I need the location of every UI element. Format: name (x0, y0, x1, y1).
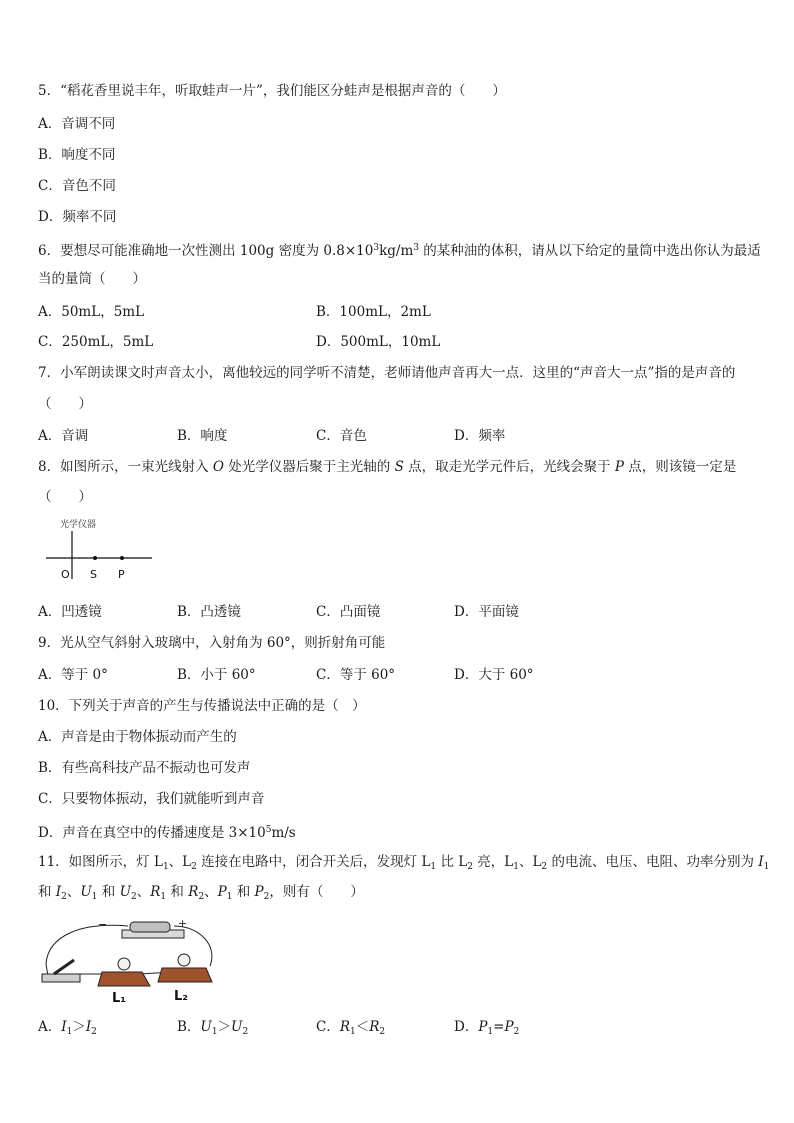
q6-option-a: A．50mL，5mL (38, 304, 145, 320)
q11-lamp-l2-bulb (178, 954, 190, 966)
q11-lamp-l1-bulb (118, 958, 130, 970)
q5-option-a: A．音调不同 (38, 116, 116, 132)
q7-option-c: C．音色 (316, 428, 367, 444)
q5-option-d: D．频率不同 (38, 209, 117, 225)
q11-option-b: B．$U_1>U_2$ (177, 1019, 249, 1037)
q5-stem: 5．“稻花香里说丰年，听取蛙声一片”，我们能区分蛙声是根据声音的（ ） (38, 83, 506, 99)
q7-option-b: B．响度 (177, 428, 228, 444)
q8-optics-diagram (44, 515, 156, 583)
q8-label-p: P (118, 568, 125, 581)
q11-circuit-diagram (40, 916, 220, 1006)
q8-option-c: C．凸面镜 (316, 604, 381, 620)
q7-option-a: A．音调 (38, 428, 89, 444)
q7-stem-line2: （ ） (38, 396, 92, 412)
q8-option-d: D．平面镜 (454, 604, 519, 620)
q6-option-c: C．250mL，5mL (38, 334, 154, 350)
q10-option-b: B．有些高科技产品不振动也可发声 (38, 760, 251, 776)
q7-option-d: D．频率 (454, 428, 506, 444)
q9-stem: 9．光从空气斜射入玻璃中，入射角为 60°，则折射角可能 (38, 635, 386, 651)
q10-option-d: D．声音在真空中的传播速度是 $3\times 10^5m/s$ (38, 825, 296, 841)
q9-option-d: D．大于 60° (454, 667, 534, 683)
q6-stem-line2: 当的量筒（ ） (38, 271, 146, 287)
q6-option-b: B．100mL，2mL (316, 304, 431, 320)
q8-point-p (120, 556, 124, 560)
q11-lamp-l2-board (158, 968, 212, 982)
q11-battery-plus: + (178, 917, 188, 930)
q11-stem: 11．如图所示，灯 $L_1$、$L_2$ 连接在电路中，闭合开关后，发现灯 $L_1$ 比 $L_2$ 亮，$L_1$、$L_2$ 的电流、电压、电阻、功率分别为 $I_1$ (38, 854, 770, 872)
q8-stem-line2: （ ） (38, 489, 92, 505)
q10-option-a: A．声音是由于物体振动而产生的 (38, 729, 237, 745)
q9-option-a: A．等于 0° (38, 667, 108, 683)
q9-option-b: B．小于 60° (177, 667, 256, 683)
q10-option-c: C．只要物体振动，我们就能听到声音 (38, 791, 265, 807)
q8-point-s (93, 556, 97, 560)
q5-option-c: C．音色不同 (38, 178, 116, 194)
q6-option-d: D．500mL，10mL (316, 334, 441, 350)
q11-label-l1: L₁ (112, 991, 126, 1006)
q11-option-d: D．$P_1=P_2$ (454, 1019, 520, 1037)
q11-battery-minus: − (98, 918, 108, 931)
q6-stem: 6．要想尽可能准确地一次性测出 100g 密度为 $0.8\times 10^3kg/m^3$ 的某种油的体积，请从以下给定的量筒中选出你认为最适 (38, 243, 761, 259)
q8-label-o: O (61, 568, 70, 581)
q8-option-a: A．凹透镜 (38, 604, 102, 620)
q5-option-b: B．响度不同 (38, 147, 116, 163)
q11-switch-lever (54, 960, 74, 974)
q11-switch-base (42, 974, 80, 982)
q8-option-b: B．凸透镜 (177, 604, 241, 620)
q11-stem-line2: 和 $I_2$、$U_1$ 和 $U_2$、$R_1$ 和 $R_2$、$P_1$ 和 $P_2$，则有（ ） (38, 884, 364, 902)
q8-stem: 8．如图所示，一束光线射入 O 处光学仪器后聚于主光轴的 S 点，取走光学元件后，光线会聚于 P 点，则该镜一定是 (38, 459, 737, 475)
q10-stem: 10．下列关于声音的产生与传播说法中正确的是（ ） (38, 698, 366, 714)
q11-label-l2: L₂ (174, 989, 188, 1004)
q8-figure-title: 光学仪器 (60, 520, 97, 530)
q7-stem: 7．小军朗读课文时声音太小，离他较远的同学听不清楚，老师请他声音再大一点．这里的“声音大一点”指的是声音的 (38, 365, 736, 381)
q9-option-c: C．等于 60° (316, 667, 396, 683)
q11-option-a: A．$I_1>I_2$ (38, 1019, 97, 1037)
q11-lamp-l1-board (98, 972, 150, 986)
q11-wire-left (46, 925, 128, 976)
q8-label-s: S (90, 568, 97, 581)
q11-option-c: C．$R_1<R_2$ (316, 1019, 386, 1037)
q11-battery (130, 922, 170, 932)
